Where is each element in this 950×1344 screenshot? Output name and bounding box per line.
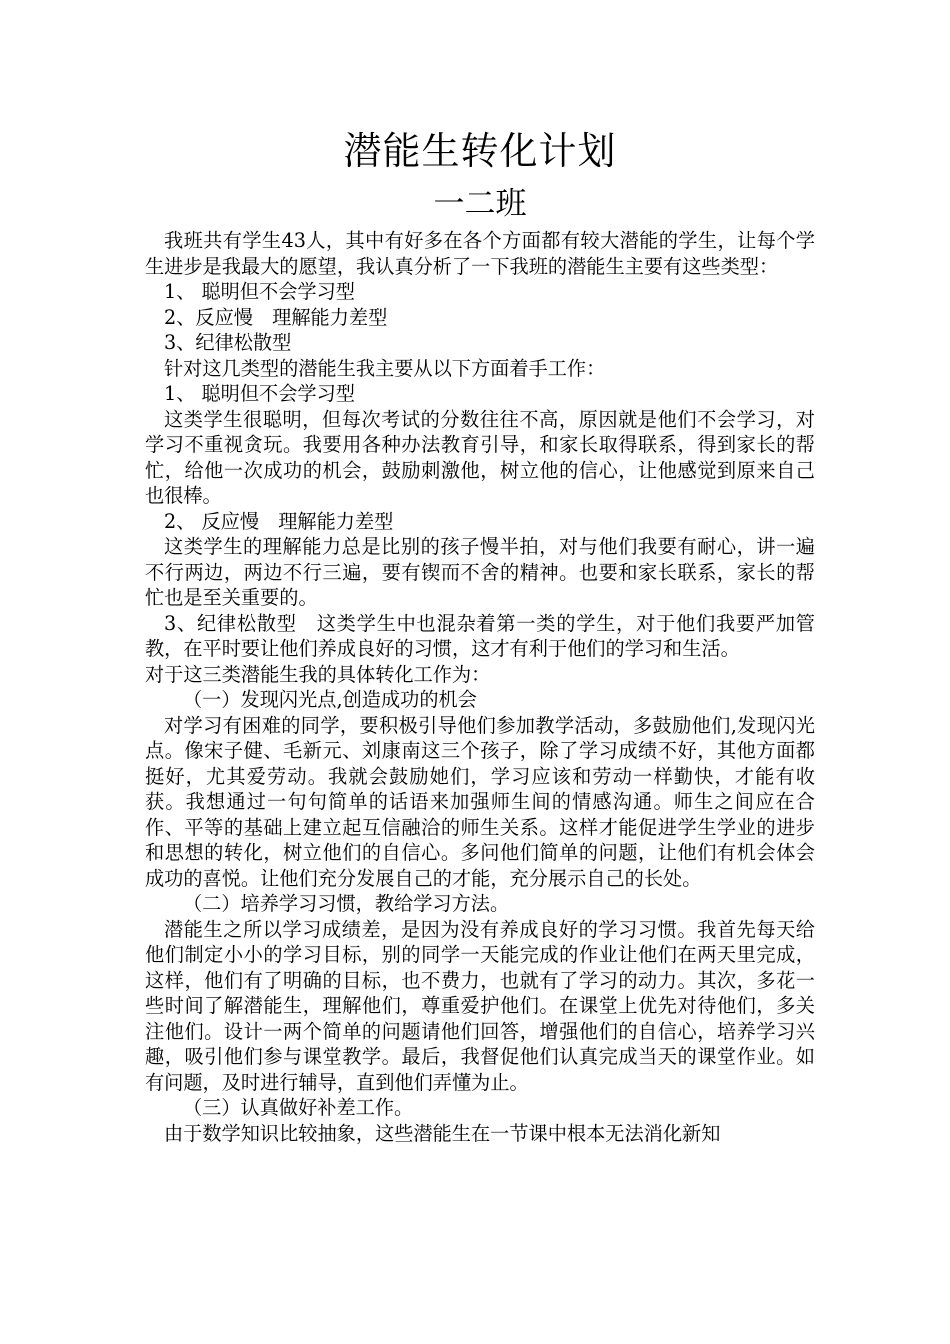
plan-intro-paragraph: 对于这三类潜能生我的具体转化工作为： <box>145 662 491 686</box>
intro-paragraph: 我班共有学生43人，其中有好多在各个方面都有较大潜能的学生，让每个学生进步是我最大的愿望，我认真分析了一下我班的潜能生主要有这些类型： <box>145 229 815 278</box>
document-title: 潜能生转化计划 <box>343 129 617 173</box>
document-subtitle: 一二班 <box>433 186 527 222</box>
type-list-item-1: 1、 聪明但不会学习型 <box>164 280 355 303</box>
type-2-paragraph: 这类学生的理解能力总是比别的孩子慢半拍，对与他们我要有耐心，讲一遍不行两边，两边不行三遍，要有锲而不舍的精神。也要和家长联系，家长的帮忙也是至关重要的。 <box>145 535 815 609</box>
plan-2-paragraph: 潜能生之所以学习成绩差，是因为没有养成良好的学习习惯。我首先每天给他们制定小小的学习目标，别的同学一天能完成的作业让他们在两天里完成，这样，他们有了明确的目标，也不费力，也就有了学习的动力。其次，多花一些时间了解潜能生，理解他们，尊重爱护他们。在课堂上优先对待他们，多关注他们。设计一两个简单的问题请他们回答，增强他们的自信心，培养学习兴趣，吸引他们参与课堂教学。最后，我督促他们认真完成当天的课堂作业。如有问题，及时进行辅导，直到他们弄懂为止。 <box>145 917 815 1094</box>
type-list-item-2: 2、反应慢 理解能力差型 <box>164 305 388 329</box>
type-3-paragraph: 3、纪律松散型 这类学生中也混杂着第一类的学生，对于他们我要严加管教，在平时要让他们养成良好的习惯，这才有利于他们的学习和生活。 <box>145 611 815 660</box>
plan-3-paragraph: 由于数学知识比较抽象，这些潜能生在一节课中根本无法消化新知 <box>164 1121 721 1145</box>
section-heading-type-2: 2、 反应慢 理解能力差型 <box>164 509 394 533</box>
plan-heading-3: （三）认真做好补差工作。 <box>183 1096 414 1119</box>
plan-heading-2: （二）培养学习习惯，教给学习方法。 <box>183 892 510 915</box>
type-list-item-3: 3、纪律松散型 <box>164 331 292 354</box>
type-1-paragraph: 这类学生很聪明，但每次考试的分数往往不高，原因就是他们不会学习，对学习不重视贪玩。我要用各种办法教育引导，和家长取得联系，得到家长的帮忙，给他一次成功的机会，鼓励刺激他，树立他的信心，让他感觉到原来自己也很棒。 <box>145 407 815 507</box>
document-body <box>145 228 815 1146</box>
section-heading-type-1: 1、 聪明但不会学习型 <box>164 382 355 405</box>
plan-heading-1: （一）发现闪光点,创造成功的机会 <box>183 688 477 711</box>
approach-intro-paragraph: 针对这几类型的潜能生我主要从以下方面着手工作： <box>164 356 606 380</box>
plan-1-paragraph: 对学习有困难的同学，要积极引导他们参加教学活动，多鼓励他们,发现闪光点。像宋子健、毛新元、刘康南这三个孩子，除了学习成绩不好，其他方面都挺好，尤其爱劳动。我就会鼓励她们，学习应该和劳动一样勤快，才能有收获。我想通过一句句简单的话语来加强师生间的情感沟通。师生之间应在合作、平等的基础上建立起互信融洽的师生关系。这样才能促进学生学业的进步和思想的转化，树立他们的自信心。多问他们简单的问题，让他们有机会体会成功的喜悦。让他们充分发展自己的才能，充分展示自己的长处。 <box>145 713 815 890</box>
document-page <box>145 120 815 1146</box>
